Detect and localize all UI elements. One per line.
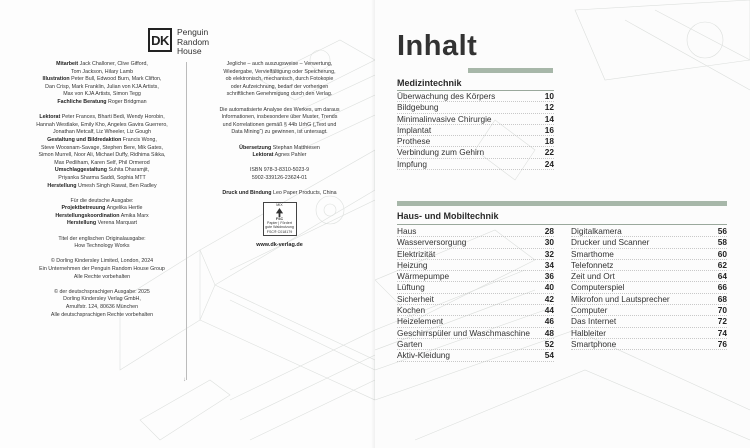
toc-entry-title: Digitalkamera [571,226,622,236]
section-accent-bar [397,201,727,206]
toc-page-number: 64 [717,271,727,282]
dk-logo [148,28,209,57]
section-heading-medizintechnik: Medizintechnik [397,78,462,88]
toc-page-number: 44 [544,305,554,316]
toc-list-medizintechnik [397,91,554,170]
toc-entry-title: Das Internet [571,316,617,327]
imprint-line [20,243,184,251]
toc-entry-title: Wasserversorgung [397,237,467,248]
imprint-line [197,129,362,137]
imprint-text: Priyanka Sharma Saddi, Sophia MTT [58,174,146,181]
imprint-text: und Korrelationen gemäß § 44b UrhG („Text und [222,121,337,128]
imprint-role-label: Mitarbeit [56,61,79,67]
imprint-text: Data Mining“) zu gewinnen, ist untersagt. [231,129,328,136]
toc-entry[interactable] [397,114,554,125]
toc-page-number: 30 [544,237,554,248]
imprint-text: © Dorling Kindersley Limited, London, 2024 [50,258,154,265]
toc-page-number: 42 [544,293,554,304]
spacer [197,99,362,107]
imprint-role-label: Übersetzung [239,144,272,151]
toc-entry[interactable] [397,305,554,316]
imprint-line [20,266,184,274]
imprint-text: Leo Paper Products, China [273,190,337,197]
imprint-line [20,160,184,168]
imprint-text: Verena Marquart [97,220,138,227]
imprint-text: oder Aufzeichnung, bedarf der vorherigen [230,83,329,90]
toc-entry-title: Elektrizität [397,248,436,259]
imprint-text: Amika Marx [120,212,149,219]
toc-page-number: 36 [544,271,554,282]
website-link[interactable]: www.dk-verlag.de [256,241,303,248]
toc-entry-title: Zeit und Ort [571,271,615,282]
imprint-text: Francis Wong, [122,136,157,143]
spacer [197,137,362,145]
toc-entry[interactable] [571,282,727,293]
imprint-rights-column [197,61,362,249]
toc-entry-title: Computerspiel [571,282,625,293]
toc-entry-title: Impfung [397,158,427,169]
spacer [20,281,184,289]
toc-page-number: 62 [717,259,727,270]
spacer [197,183,362,191]
toc-list-haus-col1 [397,226,554,362]
imprint-text: Alle deutschsprachigen Rechte vorbehalten [50,311,154,318]
toc-page-number: 34 [544,259,554,270]
toc-entry[interactable] [397,91,554,102]
toc-entry[interactable] [397,226,554,237]
imprint-line [20,114,184,122]
imprint-text: Ein Unternehmen der Penguin Random House Group [39,266,165,273]
toc-page-number: 68 [717,293,727,304]
toc-entry[interactable] [571,237,727,248]
toc-entry-title: Telefonnetz [571,259,614,270]
toc-entry[interactable] [397,271,554,282]
imprint-line [20,167,184,175]
toc-page-number: 60 [717,248,727,259]
toc-entry-title: Heizelement [397,316,444,327]
imprint-line [20,175,184,183]
toc-page-number: 16 [544,124,554,135]
imprint-text: Roger Bridgman [108,98,147,105]
toc-page-number: 18 [544,136,554,147]
imprint-credits-column [20,61,184,319]
imprint-text: Informationen, insbesondere über Muster, Trends [221,114,338,121]
imprint-line [20,84,184,92]
toc-entry-title: Computer [571,305,608,316]
imprint-text: Agnes Pahler [274,152,307,159]
toc-page-number: 14 [544,113,554,124]
toc-entry-title: Sicherheit [397,293,434,304]
imprint-text: Angelika Hertle [106,205,143,212]
imprint-text: Suhita Dharamjit, [108,167,150,174]
imprint-line [20,296,184,304]
spacer [197,160,362,168]
toc-entry[interactable] [571,316,727,327]
imprint-text: How Technology Works [74,243,130,250]
imprint-line [197,167,362,175]
imprint-line [20,99,184,107]
toc-entry-title: Minimalinvasive Chirurgie [397,113,492,124]
toc-page-number: 66 [717,282,727,293]
imprint-text: Die automatisierte Analyse des Werkes, um daraus [219,106,340,113]
toc-entry[interactable] [397,282,554,293]
imprint-line [20,129,184,137]
imprint-text: 5902-339126-23624-01 [251,174,308,181]
imprint-role-label: Herstellung [47,182,77,189]
imprint-line [20,61,184,69]
toc-entry[interactable] [571,249,727,260]
imprint-line [20,76,184,84]
toc-entry[interactable] [571,294,727,305]
toc-page-number: 48 [544,327,554,338]
imprint-role-label: Lektorat [39,114,61,121]
toc-entry[interactable] [397,260,554,271]
imprint-text: ob elektronisch, mechanisch, durch Fotokopie [225,76,334,83]
spacer [20,190,184,198]
imprint-role-label: Umschlaggestaltung [54,167,107,174]
imprint-line [20,152,184,160]
imprint-text: Peter Frances, Bharti Bedi, Wendy Horobin, [61,114,165,121]
toc-entry[interactable] [397,125,554,136]
fsc-logo: MIX FSC Papier | Fördert gute Waldnutzung FSC® C018179 [263,202,297,236]
imprint-line [20,91,184,99]
toc-entry-title: Halbleiter [571,327,607,338]
toc-entry[interactable] [397,147,554,158]
toc-page-number: 32 [544,248,554,259]
toc-entry-title: Heizung [397,259,428,270]
toc-page-number: 56 [717,226,727,236]
toc-list-haus-col2 [571,226,727,350]
imprint-role-label: Fachliche Beratung [57,98,107,105]
imprint-line [197,190,362,198]
toc-entry[interactable] [397,328,554,339]
imprint-line [20,304,184,312]
imprint-line [20,183,184,191]
column-divider [186,62,187,380]
toc-entry-title: Prothese [397,136,431,147]
imprint-line [197,114,362,122]
imprint-text: Stephan Matthiesen [272,144,320,151]
fsc-tree-icon [275,208,284,217]
toc-entry[interactable] [571,226,727,237]
imprint-line [20,274,184,282]
toc-entry-title: Implantat [397,124,432,135]
toc-entry-title: Mikrofon und Lautsprecher [571,293,670,304]
imprint-line [20,258,184,266]
toc-entry-title: Lüftung [397,282,425,293]
imprint-text: Peter Bull, Edwood Burn, Mark Clifton, [71,76,162,83]
imprint-role-label: Herstellung [66,220,97,227]
imprint-text: © der deutschsprachigen Ausgabe: 2025 [54,288,150,295]
imprint-line [20,205,184,213]
toc-entry-title: Drucker und Scanner [571,237,650,248]
imprint-line [20,312,184,320]
toc-entry-title: Haus [397,226,417,236]
toc-entry-title: Smarthome [571,248,614,259]
imprint-text: Jonathan Metcalf, Liz Wheeler, Liz Gough [52,129,152,136]
toc-page-number: 74 [717,327,727,338]
toc-entry[interactable] [571,260,727,271]
contents-title: Inhalt [397,30,478,62]
toc-page-number: 10 [544,91,554,101]
imprint-line [197,175,362,183]
title-accent-bar [468,68,553,73]
imprint-line [20,236,184,244]
imprint-role-label: Gestaltung und Bildredaktion [47,136,122,143]
toc-page-number: 76 [717,338,727,349]
toc-entry[interactable] [397,339,554,350]
imprint-text: Steve Woosnam-Savage, Stephen Bere, Mik Gates, [40,144,164,151]
imprint-line [197,91,362,99]
imprint-line [20,289,184,297]
imprint-line [20,137,184,145]
toc-entry-title: Kochen [397,305,426,316]
imprint-text: Max von KJA Artists, Simon Tegg [63,91,141,98]
imprint-text: Alle Rechte vorbehalten [73,273,131,280]
toc-page-number: 22 [544,147,554,158]
toc-page-number: 12 [544,102,554,113]
toc-entry-title: Smartphone [571,338,617,349]
toc-entry[interactable] [397,159,554,170]
arrow-down-icon: ↓ [183,377,186,383]
imprint-line [20,198,184,206]
imprint-line [197,107,362,115]
imprint-text: Umesh Singh Rawat, Ben Radley [78,182,157,189]
imprint-line [197,145,362,153]
toc-entry-title: Garten [397,338,423,349]
imprint-text: Hannah Westlake, Emily Kho, Angeles Gavira Guerrero, [36,121,168,128]
toc-entry-title: Wärmepumpe [397,271,450,282]
toc-page-number: 70 [717,305,727,316]
toc-entry[interactable] [571,339,727,350]
toc-entry[interactable] [571,305,727,316]
toc-entry-title: Bildgebung [397,102,439,113]
imprint-text: Für die deutsche Ausgabe: [70,197,134,204]
publisher-name: Penguin Random House [177,27,210,56]
toc-page-number: 28 [544,226,554,236]
imprint-text: schriftlichen Genehmigung durch den Verlag. [226,91,333,98]
imprint-text: Dan Crisp, Mark Franklin, Julian von KJA Artists, [45,83,159,90]
imprint-line [20,213,184,221]
toc-entry[interactable] [397,316,554,327]
toc-page-number: 24 [544,158,554,169]
imprint-text: Jack Challoner, Clive Gifford, [79,61,148,67]
toc-page-number: 46 [544,316,554,327]
imprint-line [20,69,184,77]
toc-page-number: 54 [544,350,554,361]
spacer [20,228,184,236]
imprint-role-label: Illustration [42,76,70,83]
imprint-text: Simon Murrell, Noor Ali, Michael Duffy, Ridhima Sikka, [38,152,166,159]
toc-entry[interactable] [397,249,554,260]
imprint-line [197,76,362,84]
toc-page-number: 40 [544,282,554,293]
imprint-role-label: Lektorat [252,152,274,159]
imprint-line [20,122,184,130]
toc-entry[interactable] [397,294,554,305]
toc-page-number: 72 [717,316,727,327]
toc-entry[interactable] [397,237,554,248]
toc-entry-title: Geschirrspüler und Waschmaschine [397,327,530,338]
imprint-text: ISBN 978-3-8310-5023-9 [249,167,310,174]
imprint-text: Wiedergabe, Vervielfältigung oder Speicherung, [223,68,336,75]
imprint-line [197,122,362,130]
toc-entry[interactable] [397,136,554,147]
imprint-text: Arnulfstr. 124, 80636 München [65,304,139,310]
section-heading-haus-mobil: Haus- und Mobiltechnik [397,211,499,221]
imprint-text: Dorling Kindersley Verlag GmbH, [63,296,141,303]
imprint-line [197,84,362,92]
imprint-role-label: Herstellungskoordination [55,212,120,219]
toc-entry-title: Aktiv-Kleidung [397,350,451,361]
imprint-text: Titel der englischen Originalausgabe: [58,235,146,242]
toc-page-number: 52 [544,338,554,349]
imprint-line [197,61,362,69]
toc-entry-title: Verbindung zum Gehirn [397,147,485,158]
section-rule [397,224,727,225]
toc-entry[interactable] [397,350,554,361]
toc-page-number: 58 [717,237,727,248]
toc-entry[interactable] [571,328,727,339]
toc-entry-title: Überwachung des Körpers [397,91,496,101]
imprint-text: Jegliche – auch auszugsweise – Verwertung, [226,61,333,67]
imprint-role-label: Druck und Bindung [222,190,272,197]
imprint-line [20,145,184,153]
spacer [20,107,184,115]
dk-logo-mark: DK [148,28,172,52]
imprint-line [20,220,184,228]
imprint-role-label: Projektbetreuung [61,205,106,212]
imprint-line [197,152,362,160]
toc-entry[interactable] [571,271,727,282]
imprint-line [197,69,362,77]
imprint-text: Tom Jackson, Hilary Lamb [70,68,134,75]
toc-entry[interactable] [397,102,554,113]
imprint-text: Max Pedliham, Karen Self, Phil Ormerod [54,159,150,166]
